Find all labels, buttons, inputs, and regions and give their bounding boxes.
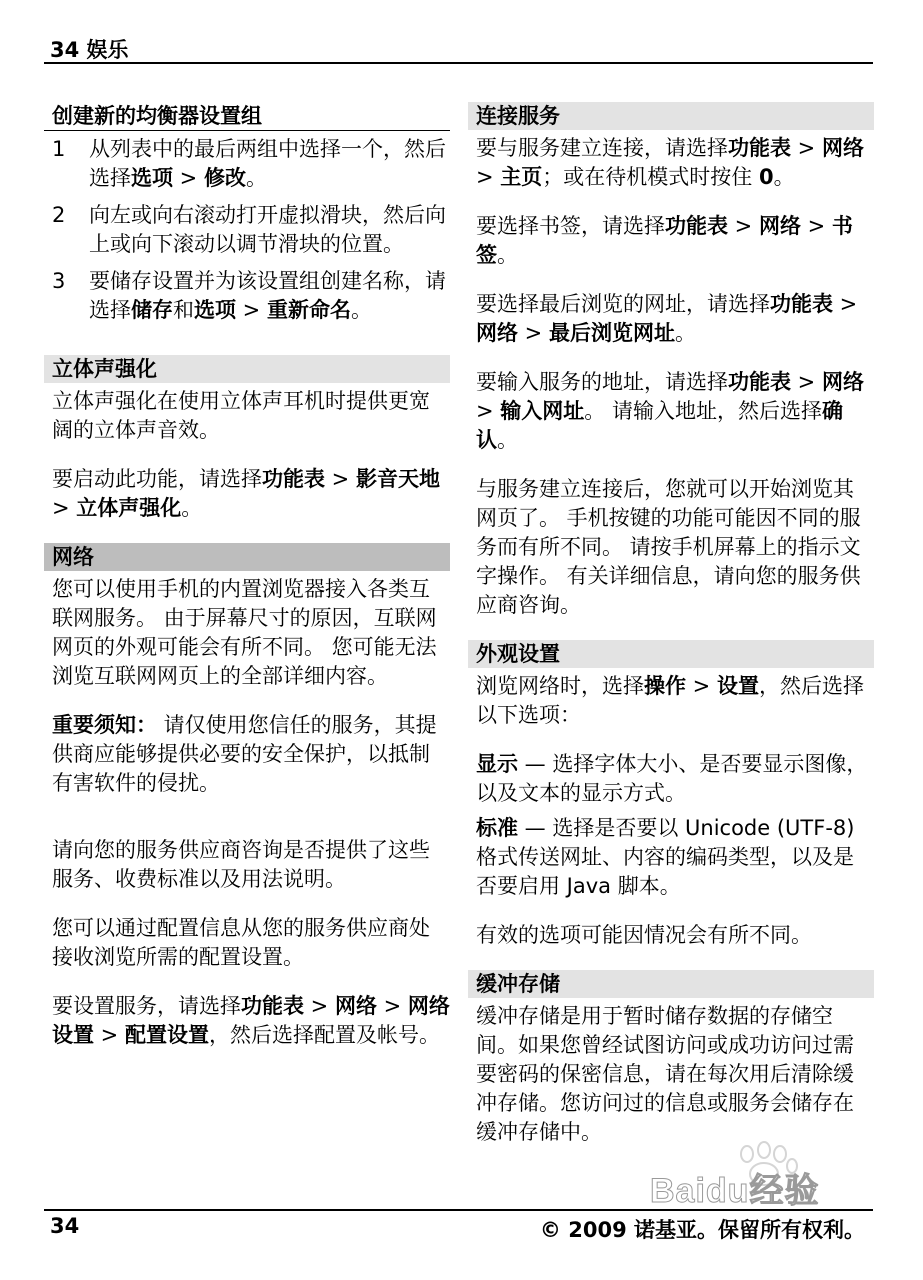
paragraph: 您可以通过配置信息从您的服务供应商处接收浏览所需的配置设置。	[52, 916, 430, 969]
paragraph: 您可以使用手机的内置浏览器接入各类互联网服务。 由于屏幕尺寸的原因，互联网网页的外观可能会有所不同。 您可能无法浏览互联网网页上的全部详细内容。	[52, 577, 437, 688]
page-header	[50, 34, 129, 64]
step-text: 从列表中的最后两组中选择一个，然后选择选项 > 修改。	[89, 137, 446, 190]
important-label: 重要须知：	[52, 713, 157, 737]
step-number: 1	[52, 137, 66, 161]
paragraph: 要启动此功能，请选择功能表 > 影音天地 > 立体声强化。	[52, 467, 440, 520]
step-number: 3	[52, 269, 66, 293]
option-label: 标准	[476, 816, 518, 840]
paragraph: 浏览网络时，选择操作 > 设置，然后选择以下选项：	[476, 674, 864, 727]
step-number: 2	[52, 203, 66, 227]
right-column	[468, 102, 874, 1167]
option-label: 显示	[476, 752, 518, 776]
important-notice: 重要须知： 请仅使用您信任的服务，其提供商应能够提供必要的安全保护，以抵制有害软件的侵扰。	[52, 713, 437, 795]
section-title-network: 网络	[44, 543, 450, 571]
paragraph: 立体声强化在使用立体声耳机时提供更宽阔的立体声音效。	[52, 389, 430, 442]
paragraph: 有效的选项可能因情况会有所不同。	[476, 923, 812, 947]
header-page-number: 34	[50, 38, 80, 62]
section-title-stereo: 立体声强化	[44, 355, 450, 383]
footer-page-number: 34	[50, 1214, 80, 1238]
step-text: 向左或向右滚动打开虚拟滑块，然后向上或向下滚动以调节滑块的位置。	[89, 203, 446, 256]
section-title-equalizer: 创建新的均衡器设置组	[44, 102, 450, 131]
option-item: 显示 — 选择字体大小、是否要显示图像，以及文本的显示方式。	[476, 752, 868, 805]
header-section-title: 娱乐	[86, 38, 129, 62]
paragraph: 要选择书签，请选择功能表 > 网络 > 书签。	[476, 214, 853, 267]
step-item	[44, 201, 450, 259]
header-divider	[44, 62, 873, 64]
footer-divider	[44, 1209, 873, 1211]
paragraph: 要选择最后浏览的网址，请选择功能表 > 网络 > 最后浏览网址。	[476, 292, 858, 345]
section-title-appearance: 外观设置	[468, 640, 874, 668]
paragraph: 要设置服务，请选择功能表 > 网络 > 网络设置 > 配置设置，然后选择配置及帐号。	[52, 994, 450, 1047]
left-column	[44, 102, 450, 1070]
step-text: 要储存设置并为该设置组创建名称，请选择储存和选项 > 重新命名。	[89, 269, 446, 322]
paragraph: 请向您的服务供应商咨询是否提供了这些服务、收费标准以及用法说明。	[52, 838, 430, 891]
paragraph: 要与服务建立连接，请选择功能表 > 网络 > 主页；或在待机模式时按住 0。	[476, 136, 864, 189]
section-title-cache: 缓冲存储	[468, 970, 874, 998]
watermark-text: Baidu经验	[650, 1172, 820, 1210]
option-item: 标准 — 选择是否要以 Unicode (UTF-8) 格式传送网址、内容的编码类型，以及是否要启用 Java 脚本。	[476, 816, 855, 898]
section-title-connect: 连接服务	[468, 102, 874, 130]
footer-copyright: © 2009 诺基亚。保留所有权利。	[539, 1218, 865, 1242]
paragraph: 要输入服务的地址，请选择功能表 > 网络 > 输入网址。 请输入地址，然后选择确认。	[476, 370, 864, 452]
paragraph: 与服务建立连接后，您就可以开始浏览其网页了。 手机按键的功能可能因不同的服务而有所不同。 请按手机屏幕上的指示文字操作。 有关详细信息，请向您的服务供应商咨询。	[476, 477, 861, 617]
paragraph: 缓冲存储是用于暂时储存数据的存储空间。如果您曾经试图访问或成功访问过需要密码的保密信息，请在每次用后清除缓冲存储。您访问过的信息或服务会储存在缓冲存储中。	[476, 1004, 854, 1144]
step-item	[44, 135, 450, 193]
step-item	[44, 267, 450, 325]
